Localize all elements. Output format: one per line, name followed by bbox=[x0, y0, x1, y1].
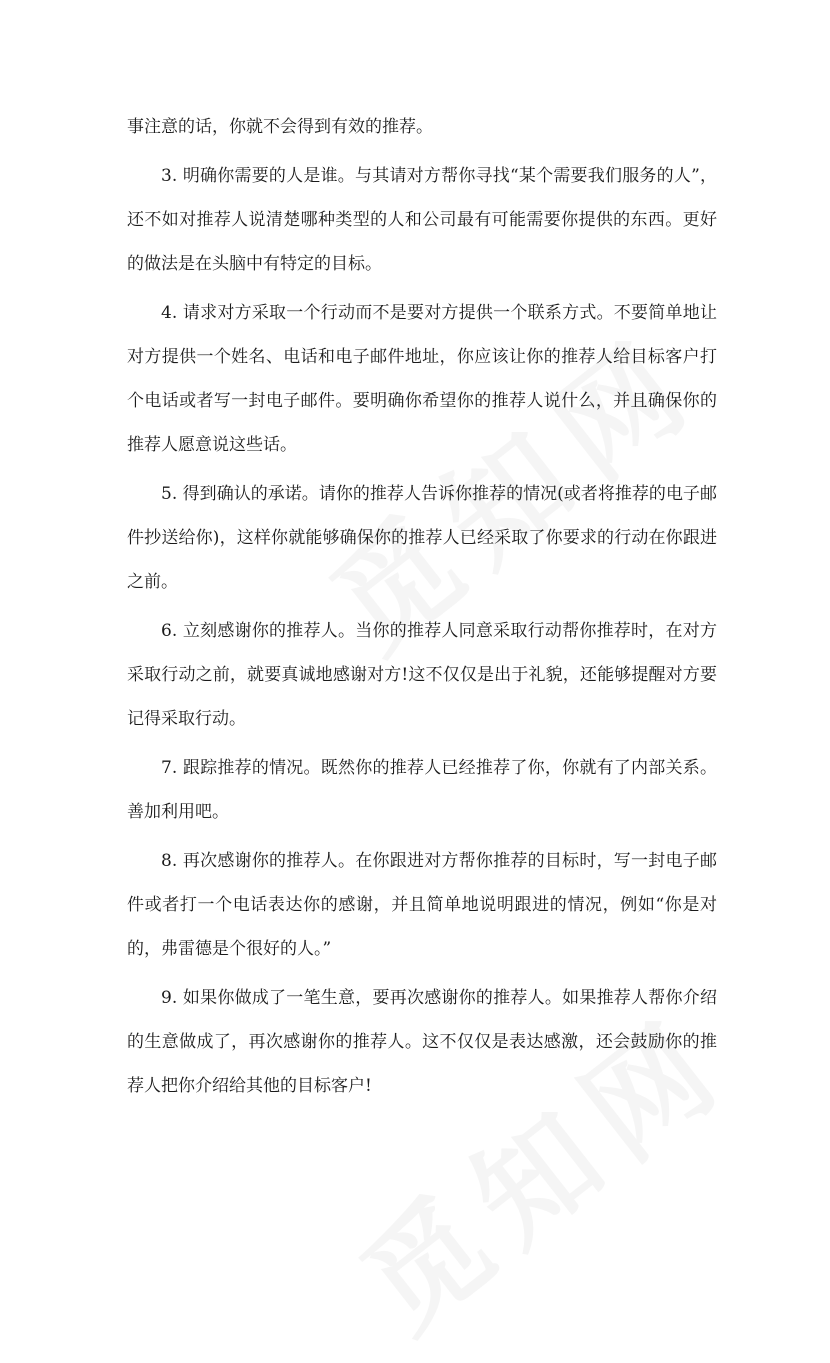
paragraph-tip-9: 9. 如果你做成了一笔生意，要再次感谢你的推荐人。如果推荐人帮你介绍的生意做成了，再次感谢你的推荐人。这不仅仅是表达感激，还会鼓励你的推荐人把你介绍给其他的目标客户! bbox=[127, 988, 717, 1096]
paragraph-tip-4: 4. 请求对方采取一个行动而不是要对方提供一个联系方式。不要简单地让对方提供一个姓名、电话和电子邮件地址，你应该让你的推荐人给目标客户打个电话或者写一封电子邮件。要明确你希望你的推荐人说什么，并且确保你的推荐人愿意说这些话。 bbox=[127, 303, 717, 455]
paragraph-continuation: 事注意的话，你就不会得到有效的推荐。 bbox=[127, 117, 433, 137]
paragraph-tip-3: 3. 明确你需要的人是谁。与其请对方帮你寻找“某个需要我们服务的人”，还不如对推荐人说清楚哪种类型的人和公司最有可能需要你提供的东西。更好的做法是在头脑中有特定的目标。 bbox=[127, 166, 717, 274]
paragraph-tip-8: 8. 再次感谢你的推荐人。在你跟进对方帮你推荐的目标时，写一封电子邮件或者打一个电话表达你的感谢，并且简单地说明跟进的情况，例如“你是对的，弗雷德是个很好的人。” bbox=[127, 851, 717, 959]
paragraph-tip-5: 5. 得到确认的承诺。请你的推荐人告诉你推荐的情况(或者将推荐的电子邮件抄送给你)，这样你就能够确保你的推荐人已经采取了你要求的行动在你跟进之前。 bbox=[127, 484, 717, 592]
document-body bbox=[127, 105, 717, 1108]
paragraph-tip-6: 6. 立刻感谢你的推荐人。当你的推荐人同意采取行动帮你推荐时，在对方采取行动之前，就要真诚地感谢对方!这不仅仅是出于礼貌，还能够提醒对方要记得采取行动。 bbox=[127, 621, 717, 729]
paragraph-tip-7: 7. 跟踪推荐的情况。既然你的推荐人已经推荐了你，你就有了内部关系。善加利用吧。 bbox=[127, 758, 717, 822]
